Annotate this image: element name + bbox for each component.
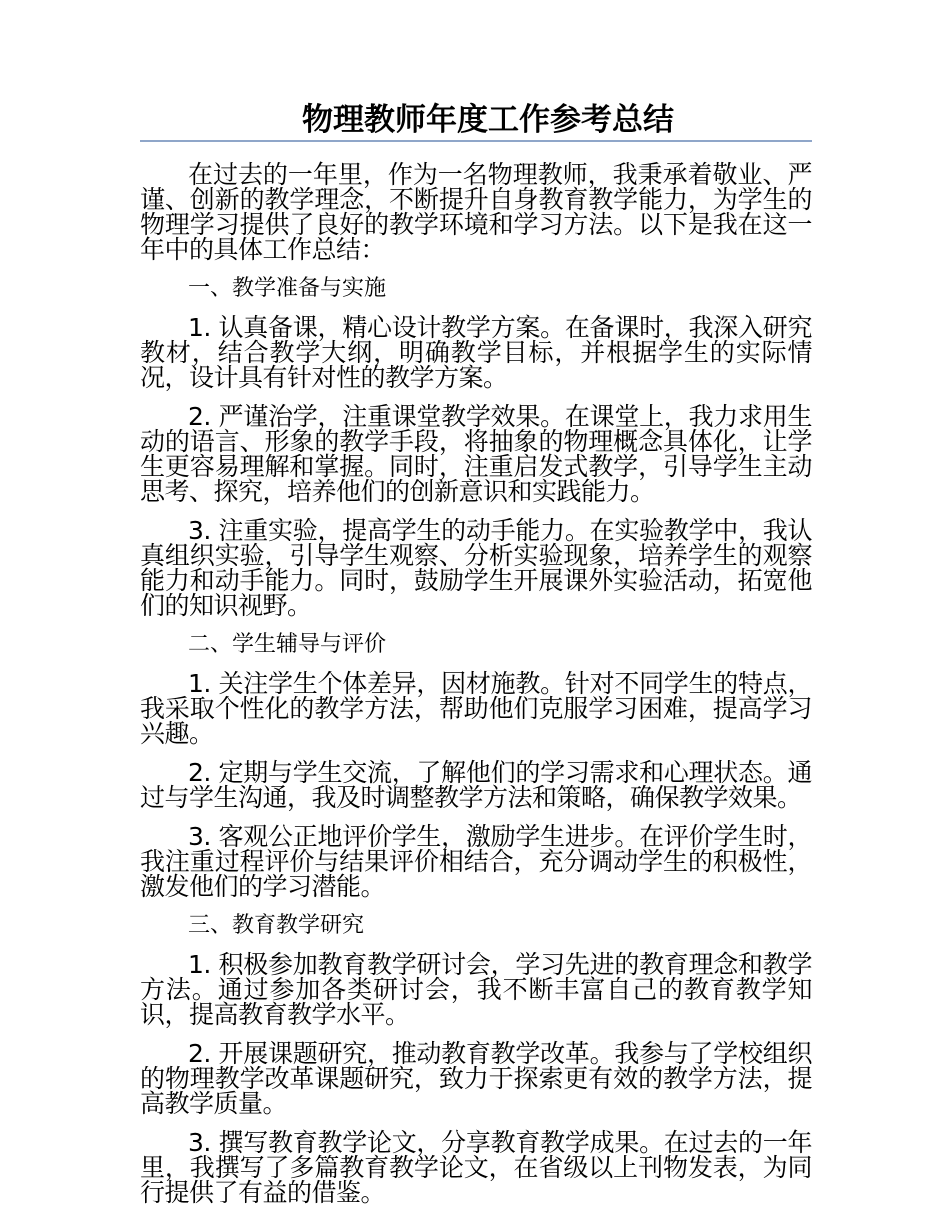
paragraph-evaluation: 3. 客观公正地评价学生，激励学生进步。在评价学生时，我注重过程评价与结果评价相结合，充分调动学生的积极性，激发他们的学习潜能。	[140, 822, 812, 901]
document-page	[140, 100, 812, 1219]
paragraph-communication: 2. 定期与学生交流，了解他们的学习需求和心理状态。通过与学生沟通，我及时调整教学方法和策略，确保教学效果。	[140, 758, 812, 812]
section-heading-research: 三、教育教学研究	[188, 913, 365, 938]
paragraph-papers: 3. 撰写教育教学论文，分享教育教学成果。在过去的一年里，我撰写了多篇教育教学论文，在省级以上刊物发表，为同行提供了有益的借鉴。	[140, 1128, 812, 1207]
paragraph-research-projects: 2. 开展课题研究，推动教育教学改革。我参与了学校组织的物理教学改革课题研究，致力于探索更有效的教学方法，提高教学质量。	[140, 1039, 812, 1118]
paragraph-individual-differences: 1. 关注学生个体差异，因材施教。针对不同学生的特点，我采取个性化的教学方法，帮助他们克服学习困难，提高学习兴趣。	[140, 669, 812, 748]
paragraph-experiments: 3. 注重实验，提高学生的动手能力。在实验教学中，我认真组织实验，引导学生观察、分析实验现象，培养学生的观察能力和动手能力。同时，鼓励学生开展课外实验活动，拓宽他们的知识视野。	[140, 516, 812, 620]
paragraph-seminars: 1. 积极参加教育教学研讨会，学习先进的教育理念和教学方法。通过参加各类研讨会，我不断丰富自己的教育教学知识，提高教育教学水平。	[140, 950, 812, 1029]
section-heading-student-guidance: 二、学生辅导与评价	[188, 632, 387, 657]
document-title: 物理教师年度工作参考总结	[302, 102, 674, 138]
intro-paragraph: 在过去的一年里，作为一名物理教师，我秉承着敬业、严谨、创新的教学理念，不断提升自身教育教学能力，为学生的物理学习提供了良好的教学环境和学习方法。以下是我在这一年中的具体工作总结：	[140, 160, 812, 264]
section-heading-teaching-preparation: 一、教学准备与实施	[188, 276, 387, 301]
paragraph-classroom-effect: 2. 严谨治学，注重课堂教学效果。在课堂上，我力求用生动的语言、形象的教学手段，将抽象的物理概念具体化，让学生更容易理解和掌握。同时，注重启发式教学，引导学生主动思考、探究，培养他们的创新意识和实践能力。	[140, 402, 812, 506]
paragraph-lesson-planning: 1. 认真备课，精心设计教学方案。在备课时，我深入研究教材，结合教学大纲，明确教学目标，并根据学生的实际情况，设计具有针对性的教学方案。	[140, 313, 812, 392]
title-underline	[140, 140, 812, 142]
